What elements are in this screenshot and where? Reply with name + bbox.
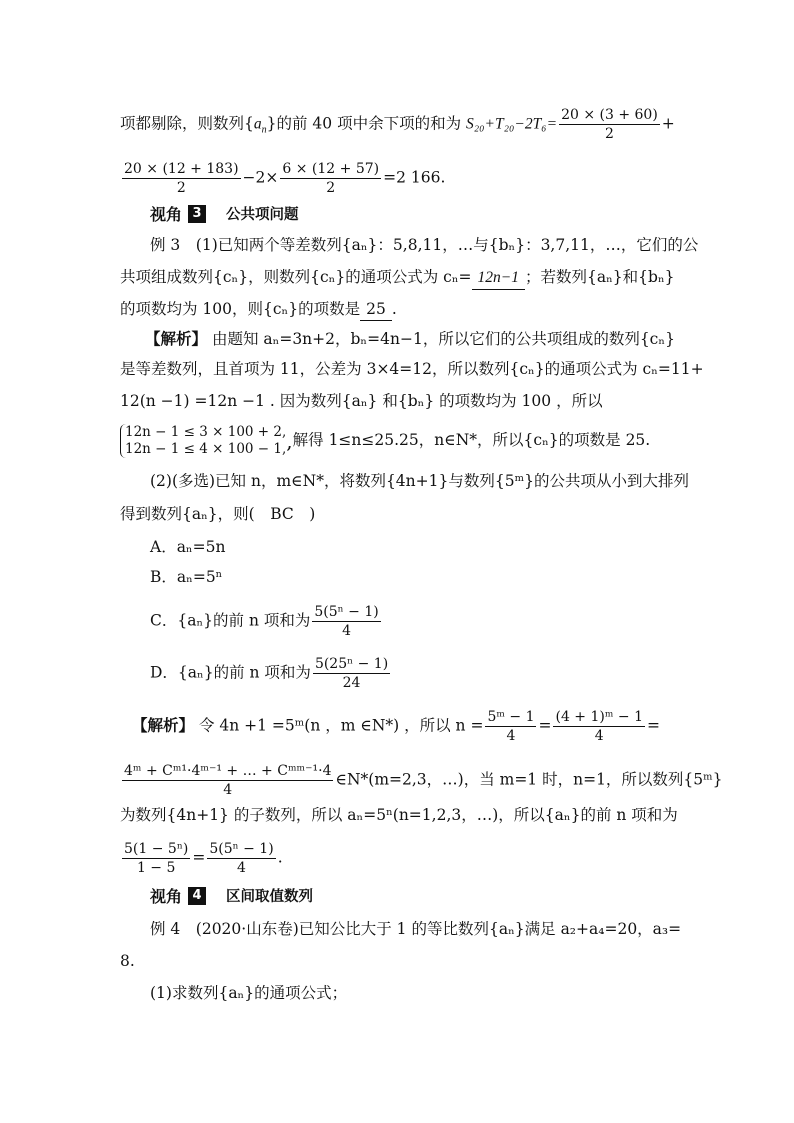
text-line: 得到数列{aₙ}，则( BC )	[120, 505, 316, 523]
section-number-badge: 4	[188, 887, 206, 905]
answer-blank: 25	[360, 298, 392, 321]
text-line: $\frac{\text{5(1 − 5ⁿ)}}{1 - 5}$ = $\frac{\text{5(5ⁿ − 1)}}{4}$ .	[124, 841, 283, 876]
fraction: $\frac{\text{5(5ⁿ − 1)}}{4}$	[314, 604, 379, 639]
equation-system: 12n − 1 ≤ 3 × 100 + 2, 12n − 1 ≤ 4 × 100 − 1,	[120, 424, 286, 458]
fraction: 4ᵐ + Cᵐ¹·4ᵐ⁻¹ + … + Cᵐᵐ⁻¹·4 4	[124, 763, 332, 798]
option-d: D．{aₙ}的前 n 项和为 $\frac{\text{5(25ⁿ − 1)}}{24}$	[150, 656, 389, 691]
analysis-tag: 【解析】	[132, 716, 195, 735]
section-number-badge: 3	[188, 205, 206, 223]
section-heading: 视角 4 区间取值数列	[150, 887, 314, 906]
option-b: B．aₙ=5ⁿ	[150, 568, 223, 586]
text-line: 例 4 (2020·山东卷)已知公比大于 1 的等比数列{aₙ}满足 a₂+a₄=20，a₃=	[150, 920, 682, 938]
answer-blank: 12n−1	[472, 267, 525, 290]
text-line: 的项数均为 100，则{cₙ}的项数是 25 .	[120, 298, 397, 321]
text-line: 4ᵐ + Cᵐ¹·4ᵐ⁻¹ + … + Cᵐᵐ⁻¹·4 4 ∈N*(m=2,3，…)，当 m=1 时，n=1，所以数列{5ᵐ}	[124, 763, 723, 798]
text-line: 是等差数列，且首项为 11，公差为 3×4=12，所以数列{cₙ}的通项公式为 cₙ=11+	[120, 360, 704, 378]
fraction: $\frac{20 \times (3 + 60)}{2}$	[561, 107, 658, 142]
option-a: A．aₙ=5n	[150, 538, 226, 556]
text-line: 项都剔除，则数列$\{a_n\}$的前 40 项中余下项的和为 S₂₀+T₂₀−2T₆= $\frac{20 \times (3 + 60)}{2}$ +	[120, 107, 675, 142]
analysis-tag: 【解析】	[145, 330, 208, 348]
fraction: $\frac{20 \times (12 + 183)}{2}$	[124, 161, 239, 196]
fraction: $\frac{6 \times (12 + 57)}{2}$	[282, 161, 380, 196]
fraction: $\frac{\text{5(5ⁿ − 1)}}{4}$	[209, 841, 274, 876]
fraction: $\frac{\text{5(25ⁿ − 1)}}{24}$	[314, 656, 389, 691]
text-line: (1)求数列{aₙ}的通项公式；	[150, 984, 348, 1002]
text-line: 【解析】 由题知 aₙ=3n+2，bₙ=4n−1，所以它们的公共项组成的数列{cₙ}	[145, 330, 675, 348]
option-c: C．{aₙ}的前 n 项和为 $\frac{\text{5(5ⁿ − 1)}}{4}$	[150, 604, 379, 639]
text-line: 为数列{4n+1} 的子数列，所以 aₙ=5ⁿ(n=1,2,3，…)，所以{aₙ}的前 n 项和为	[120, 806, 678, 824]
text-line: 【解析】 令 4n +1 =5ᵐ(n ，m ∈N*) ，所以 n = $\frac{\text{5ᵐ − 1}}{4}$ = $\frac{\text{(4 + 1)ᵐ − 1}}{4}$ =	[132, 709, 660, 744]
text-line: 12n − 1 ≤ 3 × 100 + 2, 12n − 1 ≤ 4 × 100 − 1, ,解得 1≤n≤25.25，n∈N*，所以{cₙ}的项数是 25.	[120, 424, 650, 458]
text-line: 8.	[120, 952, 135, 970]
text-line: 例 3 (1)已知两个等差数列{aₙ}：5,8,11，…与{bₙ}：3,7,11，…，它们的公	[150, 236, 699, 254]
fraction: $\frac{\text{(4 + 1)ᵐ − 1}}{4}$	[555, 709, 643, 744]
text-line: (2)(多选)已知 n，m∈N*，将数列{4n+1}与数列{5ᵐ}的公共项从小到大排列	[150, 472, 689, 490]
text-line: $\frac{20 \times (12 + 183)}{2}$ −2× $\frac{6 \times (12 + 57)}{2}$ =2 166.	[124, 161, 446, 196]
text-line: 12(n −1) =12n −1 . 因为数列{aₙ} 和{bₙ} 的项数均为 100 ，所以	[120, 392, 603, 410]
fraction: $\frac{\text{5ᵐ − 1}}{4}$	[487, 709, 535, 744]
fraction: $\frac{\text{5(1 − 5ⁿ)}}{1 - 5}$	[124, 841, 189, 876]
text-line: 共项组成数列{cₙ}，则数列{cₙ}的通项公式为 cₙ= 12n−1 ；若数列{aₙ}和{bₙ}	[120, 266, 675, 290]
section-heading: 视角 3 公共项问题	[150, 205, 299, 224]
